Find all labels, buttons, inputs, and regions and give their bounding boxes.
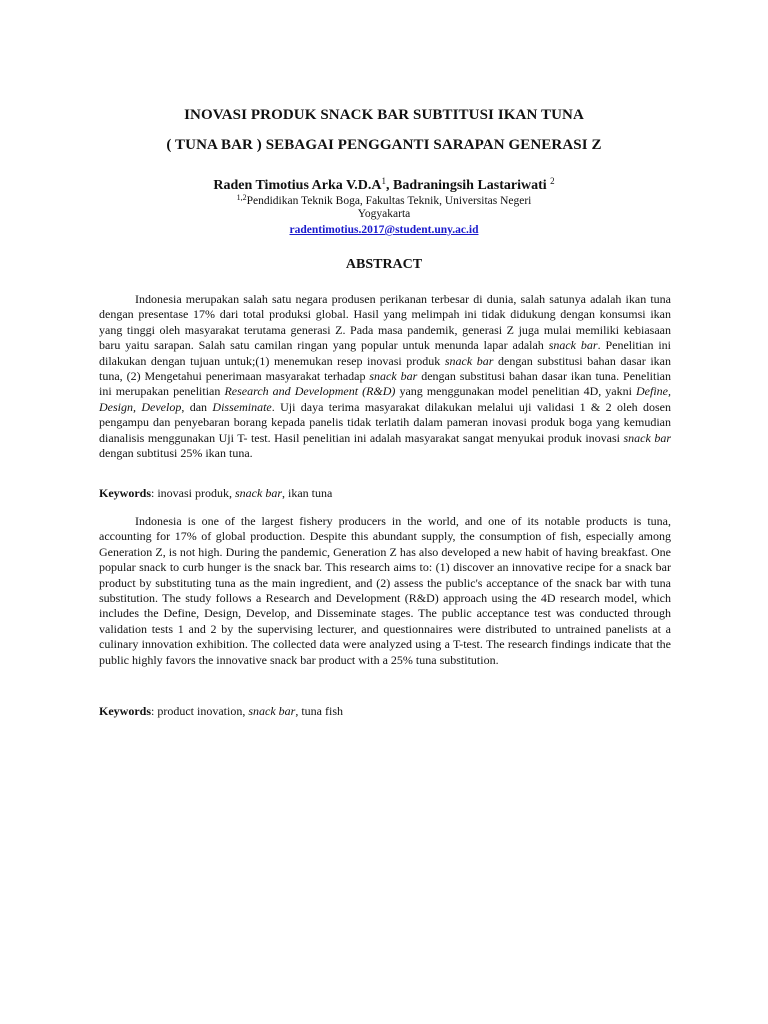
keywords-italic-term: snack bar [235, 486, 282, 500]
keywords-indonesian [99, 486, 671, 501]
abstract-id-text: , dan [181, 399, 213, 414]
affiliation-text: Pendidikan Teknik Boga, Fakultas Teknik, Universitas Negeri [246, 195, 532, 207]
keywords-text: : inovasi produk, [151, 486, 235, 500]
abstract-id-italic-term: snack bar [548, 338, 598, 353]
abstract-heading: ABSTRACT [345, 257, 423, 272]
abstract-id-text: . Penelitian ini dilakukan dengan tujuan untuk;(1) menemukan resep inovasi produk [99, 338, 672, 368]
abstract-id-text: . Uji daya terima masyarakat dilakukan melalui uji validasi 1 & 2 oleh dosen pengampu dan penyebaran borang kepada panelis tidak terlatih dalam pameran inovasi produk boga yang kemudian dianalisis menggunakan Uji T- test. Hasil penelitian ini adalah masyarakat sangat menyukai produk inovasi [99, 399, 671, 445]
author-line [60, 176, 708, 194]
keywords-label: Keywords [99, 486, 151, 500]
keywords-italic-term: snack bar [248, 704, 296, 718]
abstract-indonesian-paragraph [99, 292, 671, 461]
author-separator: , [386, 178, 394, 193]
author-1-affiliation-marker: 1 [381, 176, 387, 186]
author-2-name: Badraningsih Lastariwati [393, 178, 551, 193]
keywords-text: , ikan tuna [282, 486, 333, 500]
abstract-id-italic-term: Define, Design, Develop [99, 384, 671, 414]
author-email-link[interactable]: radentimotius.2017@student.uny.ac.id [289, 224, 479, 236]
paper-title-line-2: ( TUNA BAR ) SEBAGAI PENGGANTI SARAPAN GENERASI Z [166, 137, 602, 153]
paper-title-line-1: INOVASI PRODUK SNACK BAR SUBTITUSI IKAN TUNA [184, 107, 584, 123]
abstract-id-text: dengan substitusi bahan dasar ikan tuna. Penelitian ini merupakan penelitian [99, 369, 672, 399]
abstract-id-text: yang menggunakan model penelitian 4D, yakni [395, 384, 636, 399]
abstract-id-text: Indonesia merupakan salah satu negara produsen perikanan terbesar di dunia, salah satunya adalah ikan tuna dengan presentase 17% dari total produksi global. Hasil yang melimpah ini tidak didukung dengan konsumsi ikan yang tinggi oleh masyarakat terutama generasi Z. Pada masa pandemik, generasi Z juga mulai memiliki kebiasaan baru yaitu sarapan. Salah satu camilan ringan yang popular untuk menunda lapar adalah [99, 292, 671, 353]
keywords-english [99, 704, 671, 719]
keywords-text: , tuna fish [295, 704, 343, 718]
abstract-en-text: Indonesia is one of the largest fishery producers in the world, and one of its notable products is tuna, accounting for 17% of global production. Despite this abundant supply, the consumption of fish, especially among Generation Z, is not high. During the pandemic, Generation Z has also developed a new habit of having breakfast. One popular snack to curb hunger is the snack bar. This research aims to: (1) discover an innovative recipe for a snack bar product by substituting tuna as the main ingredient, and (2) assess the public's acceptance of the snack bar with tuna substitution. The study follows a Research and Development (R&D) approach using the 4D research model, which includes the Define, Design, Develop, and Disseminate stages. The public acceptance test was conducted through validation tests 1 and 2 by the supervising lecturer, and questionnaires were distributed to untrained panelists at a culinary innovation exhibition. The collected data were analyzed using a T-test. The research findings indicate that the public highly favors the innovative snack bar product with a 25% tuna substitution. [99, 514, 671, 667]
abstract-id-text: dengan subtitusi 25% ikan tuna. [99, 446, 253, 461]
keywords-text: : product inovation, [151, 704, 249, 718]
abstract-english-paragraph [99, 514, 671, 668]
abstract-id-italic-term: snack bar [369, 369, 418, 384]
abstract-id-text: dengan substitusi bahan dasar ikan tuna, (2) Mengetahui penerimaan masyarakat terhadap [99, 353, 671, 384]
abstract-id-italic-term: Disseminate [212, 399, 272, 414]
affiliation-marker: 1,2 [236, 193, 247, 202]
affiliation-line-2: Yogyakarta [357, 208, 411, 220]
abstract-id-italic-term: snack bar [623, 430, 672, 445]
author-1-name: Raden Timotius Arka V.D.A [213, 178, 382, 193]
keywords-label: Keywords [99, 704, 151, 718]
abstract-id-italic-term: Research and Development (R&D) [224, 384, 396, 399]
author-2-affiliation-marker: 2 [550, 176, 555, 186]
abstract-id-italic-term: snack bar [444, 353, 494, 368]
affiliation-line-1 [60, 193, 708, 207]
